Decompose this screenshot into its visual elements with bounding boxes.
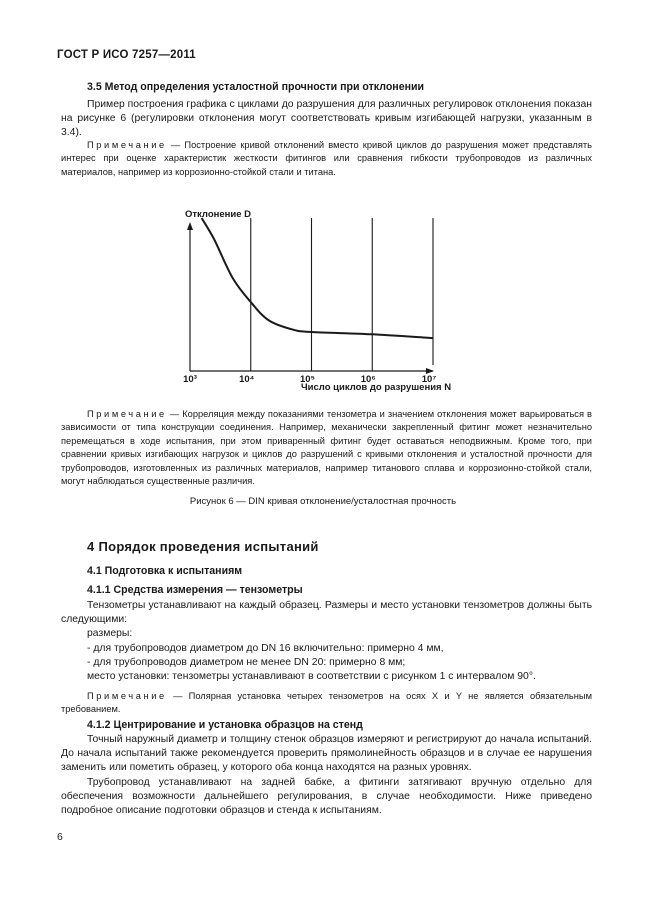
note-3 (61, 690, 592, 717)
section-3-5-heading: 3.5 Метод определения усталостной прочности при отклонении (87, 81, 425, 93)
x-tick-label: 10³ (183, 374, 197, 385)
x-tick-label: 10⁵ (299, 374, 316, 385)
x-axis-label: Число циклов до разрушения N (301, 382, 452, 393)
note-3-text: — Полярная установка четырех тензометров на осях X и Y не является обязательным требованием. (61, 691, 592, 715)
document-header: ГОСТ Р ИСО 7257—2011 (57, 49, 196, 61)
y-axis-arrow (187, 222, 193, 230)
section-4-1-1-paragraph: Тензометры устанавливают на каждый образец. Размеры и место установки тензометров должны быть следующими: (61, 600, 592, 625)
section-4-heading: 4 Порядок проведения испытаний (87, 539, 319, 554)
list-line-dn16: - для трубопроводов диаметром до DN 16 включительно: примерно 4 мм, (87, 643, 444, 654)
section-4-1-1-heading: 4.1.1 Средства измерения — тензометры (87, 584, 303, 596)
list-line-sizes: размеры: (87, 628, 133, 639)
deflection-curve (202, 218, 433, 338)
section-4-1-2-heading: 4.1.2 Центрирование и установка образцов на стенд (87, 719, 363, 731)
section-4-1-heading: 4.1 Подготовка к испытаниям (87, 565, 243, 577)
note-1-text: — Построение кривой отклонений вместо кривой циклов до разрушения может представлять интерес при оценке характеристик жесткости фитингов или сравнения гибкости трубопроводов из различных материалов, например из коррозионно-стойкой стали и титана. (61, 140, 592, 177)
note-2-text: — Корреляция между показаниями тензометра и значением отклонения может варьироваться в зависимости от типа конструкции соединения. Например, механически закрепленный фитинг может незначительно перемещаться в ходе испытания, при этом приваренный фитинг будет оставаться неподвижным. Кроме того, при сравнении кривых изгибающих нагрузок и циклов до разрушений с кривыми отклонения и усталостной прочности для трубопроводов, изготовленных из различных материалов, например титанового сплава и коррозионно-стойкой стали, могут наблюдаться существенные различия. (61, 409, 592, 487)
section-4-1-2-paragraph-1: Точный наружный диаметр и толщину стенок образцов измеряют и регистрируют до начала испытаний. До начала испытаний также рекомендуется проверить прямолинейность образцов и в случае ее нарушения заменить или пометить образец, у которого оба конца находятся на разных уровнях. (61, 734, 592, 773)
list-line-dn20: - для трубопроводов диаметром не менее DN 20: примерно 8 мм; (87, 657, 406, 668)
x-tick-label: 10⁷ (421, 374, 437, 385)
note-1 (61, 139, 592, 179)
x-tick-label: 10⁴ (239, 374, 255, 385)
deflection-fatigue-chart (170, 200, 470, 400)
note-3-lead: Примечание (87, 691, 167, 701)
section-3-5-paragraph: Пример построения графика с циклами до разрушения для различных регулировок отклонения показан на рисунке 6 (регулировки отклонения могут соответствовать кривым изгибающей нагрузки, указанным в 3.4). (61, 99, 592, 138)
y-axis-label: Отклонение D (185, 209, 252, 220)
note-1-lead: Примечание (87, 140, 167, 150)
note-2 (61, 408, 592, 488)
section-4-1-2-paragraph-2: Трубопровод устанавливают на задней бабке, а фитинги затягивают вручную отдельно для обеспечения возможности дальнейшего регулирования, в случае необходимости. Ниже приведено подробное описание подготовки образцов и стенда к испытаниям. (61, 777, 592, 816)
list-line-placement: место установки: тензометры устанавливают в соответствии с рисунком 1 с интервалом 90°. (87, 671, 536, 682)
note-2-lead: Примечание (87, 409, 167, 419)
figure-caption: Рисунок 6 — DIN кривая отклонение/усталостная прочность (189, 496, 457, 507)
x-tick-label: 10⁶ (360, 374, 376, 385)
page-number: 6 (57, 832, 63, 843)
